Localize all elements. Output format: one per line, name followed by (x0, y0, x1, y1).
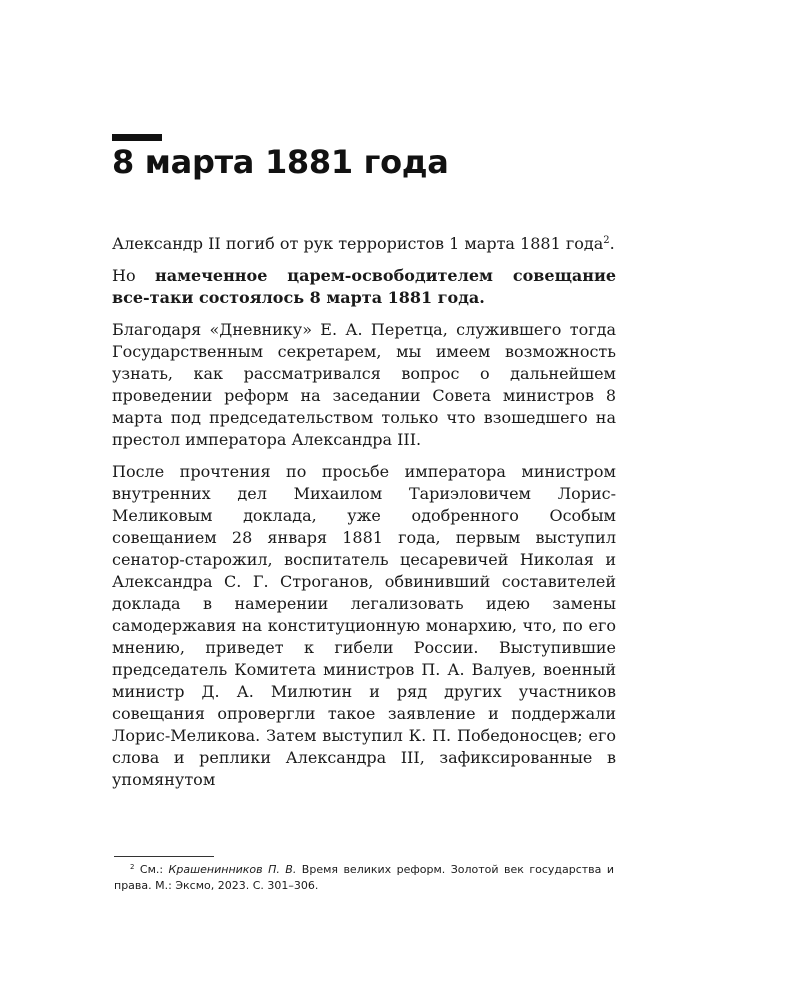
paragraph-2-bold: намеченное царем-освободителем совещание все-таки состоялось 8 марта 1881 года. (112, 266, 617, 307)
chapter-title: 8 марта 1881 года (112, 143, 449, 181)
paragraph-1-text: Александр II погиб от рук террористов 1 марта 1881 года (112, 234, 604, 253)
footnote (114, 862, 614, 894)
paragraph-2 (112, 265, 616, 309)
footnote-text: Время великих реформ. Золотой век государства и права. М.: Эксмо, 2023. С. 301–306. (114, 863, 614, 892)
paragraph-4: После прочтения по просьбе императора министром внутренних дел Михаилом Тариэловичем Лорис-Меликовым доклада, уже одобренного Особым совещанием 28 января 1881 года, первым выступил сенатор-старожил, воспитатель цесаревичей Николая и Александра С. Г. Строганов, обвинивший составителей доклада в намерении легализовать идею замены самодержавия на конституционную монархию, что, по его мнению, приведет к гибели России. Выступившие председатель Комитета министров П. А. Валуев, военный министр Д. А. Милютин и ряд других участников совещания опровергли такое заявление и поддержали Лорис-Меликова. Затем выступил К. П. Победоносцев; его слова и реплики Александра III, зафиксированные в упомянутом (112, 462, 616, 789)
footnote-reference[interactable]: 2 (603, 235, 610, 246)
body-text (112, 233, 616, 791)
footnote-divider (114, 856, 214, 857)
paragraph-2-prefix: Но (112, 266, 156, 285)
footnote-mark: 2 (130, 863, 135, 871)
footnote-prefix: См.: (134, 863, 169, 876)
paragraph-3: Благодаря «Дневнику» Е. А. Перетца, служившего тогда Государственным секретарем, мы имеем возможность узнать, как рассматривался вопрос о дальнейшем проведении реформ на заседании Совета министров 8 марта под председательством только что взошедшего на престол императора Александра III. (112, 320, 616, 449)
footnote-author: Крашенинников П. В. (168, 863, 297, 876)
paragraph-1 (112, 233, 616, 255)
paragraph-1-end: . (609, 234, 615, 253)
